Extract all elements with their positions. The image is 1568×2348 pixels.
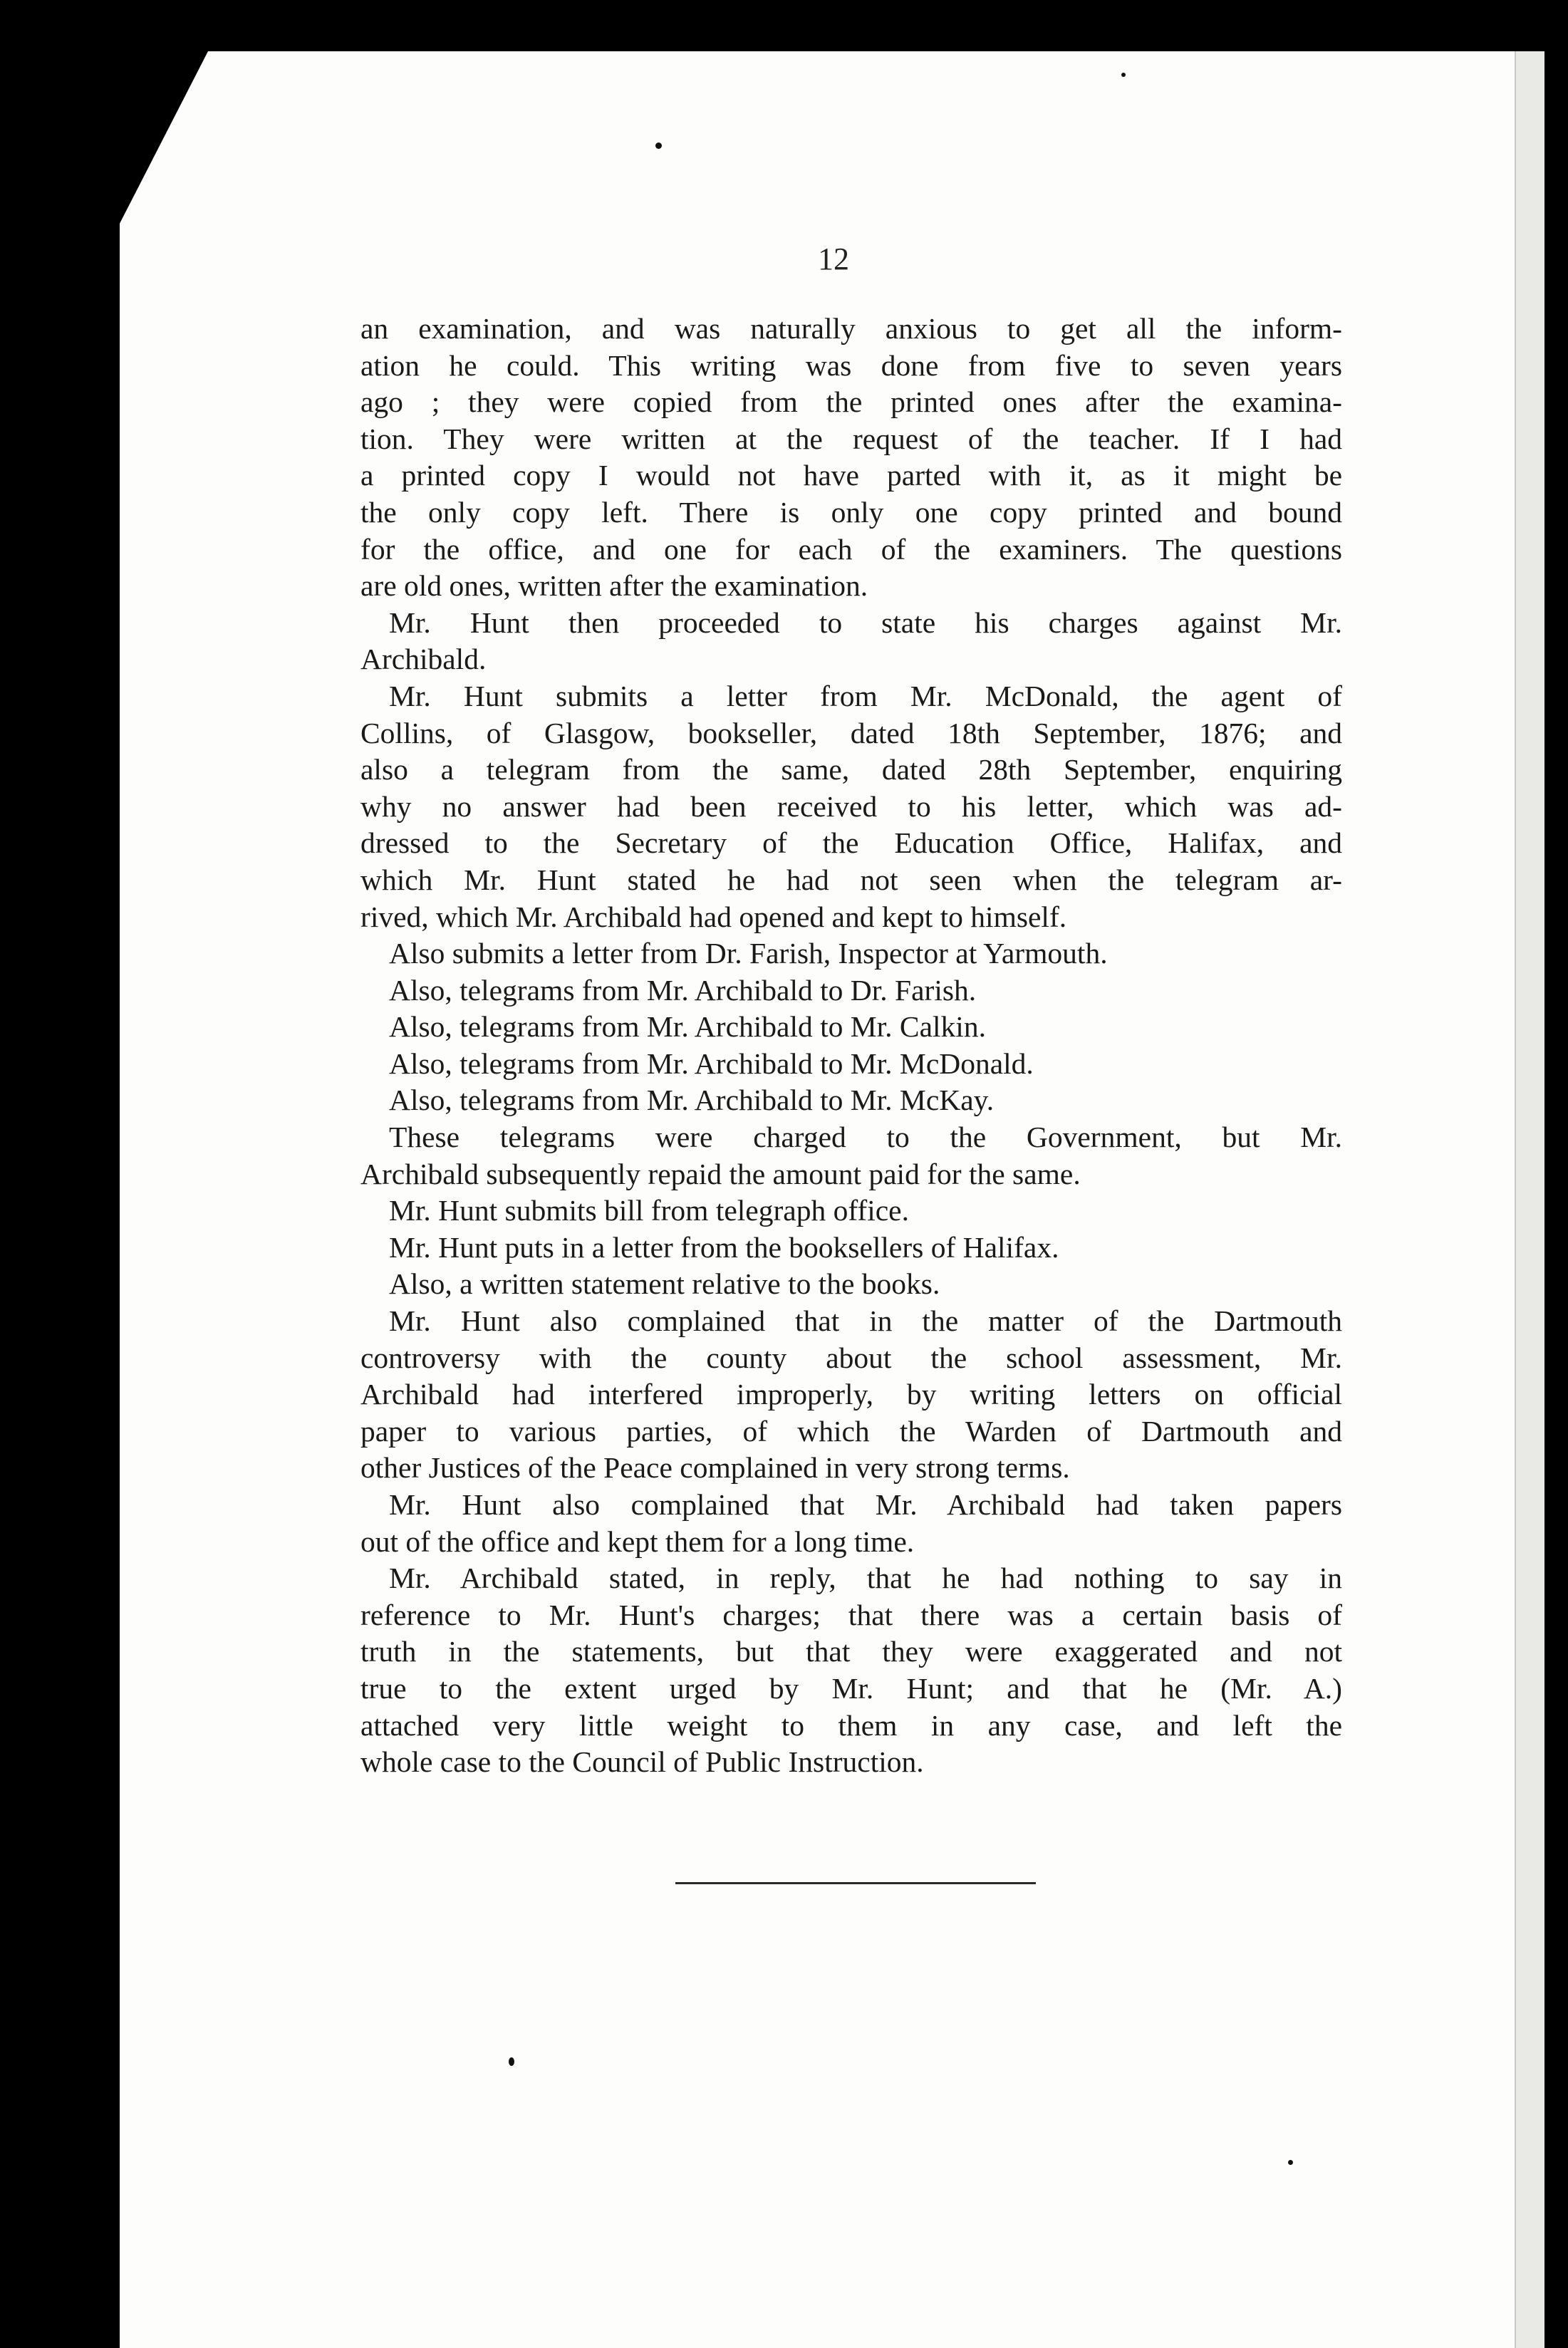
text-line: Mr. Hunt submits a letter from Mr. McDonald, the agent of — [389, 679, 1342, 712]
closing-rule — [675, 1882, 1036, 1884]
text-line: Collins, of Glasgow, bookseller, dated 18th September, 1876; and — [360, 716, 1342, 749]
ink-speck — [509, 2057, 514, 2066]
text-line: attached very little weight to them in any case, and left the — [360, 1708, 1342, 1742]
text-line: controversy with the county about the school assessment, Mr. — [360, 1341, 1342, 1374]
text-line: ation he could. This writing was done from five to seven years — [360, 348, 1342, 382]
text-line: Mr. Hunt also complained that Mr. Archibald had taken papers — [389, 1488, 1342, 1521]
text-line: an examination, and was naturally anxious to get all the inform- — [360, 312, 1342, 345]
text-line: paper to various parties, of which the Warden of Dartmouth and — [360, 1414, 1342, 1448]
text-line: reference to Mr. Hunt's charges; that there was a certain basis of — [360, 1598, 1342, 1631]
text-line: Mr. Hunt then proceeded to state his charges against Mr. — [389, 606, 1342, 639]
text-line: whole case to the Council of Public Instruction. — [360, 1745, 924, 1779]
text-line: which Mr. Hunt stated he had not seen when the telegram ar- — [360, 863, 1342, 896]
ink-speck — [655, 142, 662, 149]
text-line: a printed copy I would not have parted with it, as it might be — [360, 459, 1342, 492]
text-line: Also, telegrams from Mr. Archibald to Dr. Farish. — [389, 973, 977, 1007]
text-line: Mr. Hunt puts in a letter from the booksellers of Halifax. — [389, 1230, 1059, 1264]
text-line: why no answer had been received to his letter, which was ad- — [360, 789, 1342, 823]
ink-speck — [105, 331, 110, 335]
ink-speck — [1121, 73, 1126, 77]
text-line: These telegrams were charged to the Government, but Mr. — [389, 1121, 1342, 1154]
text-line: the only copy left. There is only one copy printed and bound — [360, 495, 1342, 529]
ink-speck — [1288, 2160, 1293, 2165]
text-line: truth in the statements, but that they were exaggerated and not — [360, 1635, 1342, 1668]
text-line: true to the extent urged by Mr. Hunt; and that he (Mr. A.) — [360, 1671, 1342, 1705]
text-line: are old ones, written after the examination. — [360, 569, 868, 603]
text-line: also a telegram from the same, dated 28th September, enquiring — [360, 753, 1342, 786]
text-line: Mr. Archibald stated, in reply, that he had nothing to say in — [389, 1562, 1342, 1595]
text-line: Archibald. — [360, 643, 487, 676]
page-number: 12 — [818, 241, 849, 276]
text-line: Also, telegrams from Mr. Archibald to Mr. McKay. — [389, 1084, 995, 1117]
text-line: for the office, and one for each of the examiners. The questions — [360, 532, 1342, 566]
text-line: other Justices of the Peace complained in very strong terms. — [360, 1451, 1070, 1485]
text-line: Archibald had interfered improperly, by writing letters on official — [360, 1378, 1342, 1411]
text-line: tion. They were written at the request of the teacher. If I had — [360, 422, 1342, 455]
page-edge-strip — [1515, 51, 1544, 2348]
text-line: rived, which Mr. Archibald had opened and kept to himself. — [360, 900, 1067, 933]
text-line: Mr. Hunt submits bill from telegraph office. — [389, 1194, 909, 1227]
text-line: Also submits a letter from Dr. Farish, Inspector at Yarmouth. — [389, 937, 1108, 970]
text-line: Also, telegrams from Mr. Archibald to Mr. Calkin. — [389, 1010, 986, 1044]
text-line: Mr. Hunt also complained that in the matter of the Dartmouth — [389, 1304, 1342, 1338]
text-line: Archibald subsequently repaid the amount paid for the same. — [360, 1157, 1081, 1190]
text-line: ago ; they were copied from the printed ones after the examina- — [360, 385, 1342, 419]
body-text — [360, 311, 1342, 1781]
text-line: Also, a written statement relative to the books. — [389, 1267, 940, 1301]
text-line: out of the office and kept them for a long time. — [360, 1524, 915, 1558]
text-line: Also, telegrams from Mr. Archibald to Mr. McDonald. — [389, 1046, 1034, 1080]
text-line: dressed to the Secretary of the Education Office, Halifax, and — [360, 826, 1342, 860]
